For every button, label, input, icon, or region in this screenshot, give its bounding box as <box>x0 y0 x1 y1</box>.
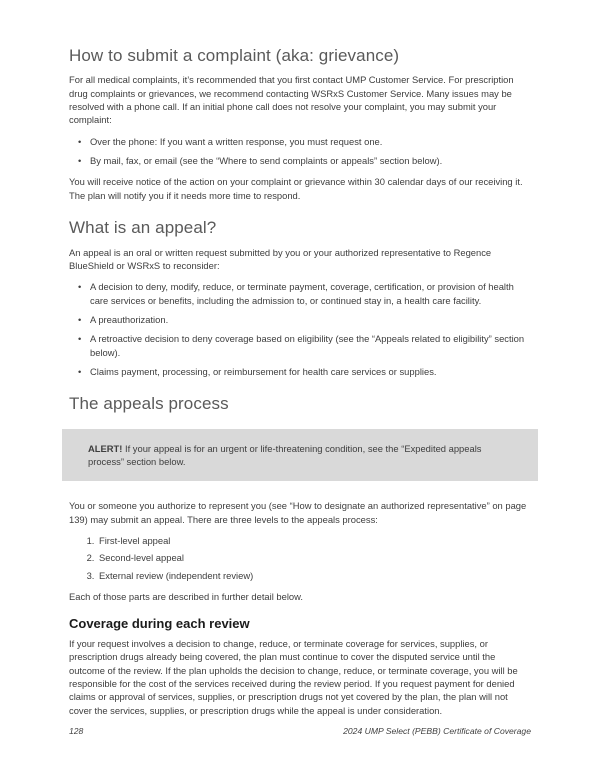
list-item: • Over the phone: If you want a written response, you must request one. <box>82 135 531 148</box>
page-content <box>69 46 531 725</box>
footer-page-number: 128 <box>69 726 84 736</box>
paragraph-process-intro: You or someone you authorize to represent you (see “How to designate an authorized representative” on page 139) may submit an appeal. There are three levels to the appeals process: <box>69 500 527 525</box>
paragraph-appeal-intro: An appeal is an oral or written request submitted by you or your authorized representative to Regence BlueShield or WSRxS to reconsider: <box>69 246 492 271</box>
bullet-list-appeal <box>69 280 531 378</box>
list-item: • By mail, fax, or email (see the “Where to send complaints or appeals” section below). <box>82 154 531 167</box>
alert-label: ALERT! <box>88 442 123 454</box>
heading-submit-complaint: How to submit a complaint (aka: grievance) <box>69 46 400 65</box>
paragraph-complaint-intro: For all medical complaints, it’s recommended that you first contact UMP Customer Service. For prescription drug complaints or grievances, we recommend contacting WSRxS Customer Service. Many issues may be resolved with a phone call. If an initial phone call does not resolve your complaint, you may submit your complaint: <box>69 74 514 126</box>
list-item: 2. Second-level appeal <box>97 551 531 564</box>
bullet-list-complaint <box>69 135 531 168</box>
heading-what-is-appeal: What is an appeal? <box>69 218 217 238</box>
alert-box <box>62 429 538 482</box>
list-item: 3. External review (independent review) <box>97 569 531 582</box>
heading-appeals-process: The appeals process <box>69 394 229 414</box>
numbered-list-process <box>69 534 531 582</box>
heading-coverage-during-review: Coverage during each review <box>69 616 250 632</box>
footer-doc-title: 2024 UMP Select (PEBB) Certificate of Coverage <box>343 726 531 736</box>
list-item: 1. First-level appeal <box>97 534 531 547</box>
list-item: • A decision to deny, modify, reduce, or terminate payment, coverage, certification, or provision of health care services or benefits, including the admission to, or continued stay in, a health care facility. <box>82 280 531 307</box>
list-item: • Claims payment, processing, or reimbursement for health care services or supplies. <box>82 365 531 378</box>
list-item: • A preauthorization. <box>82 313 531 326</box>
paragraph-process-outro: Each of those parts are described in further detail below. <box>69 591 303 603</box>
paragraph-coverage-body: If your request involves a decision to change, reduce, or terminate coverage for services, supplies, or prescription drugs already being covered, the plan must continue to cover the disputed service until the outcome of the review. If the plan upholds the decision to change, reduce, or terminate coverage, you will be responsible for the cost of the services received during the review period. If you request payment for denied claims or approval of services, supplies, or prescription drugs not yet covered by the plan, the plan will not cover the services, supplies, or prescription drugs while the appeal is under consideration. <box>69 638 518 716</box>
paragraph-complaint-notice: You will receive notice of the action on your complaint or grievance within 30 calendar days of our receiving it. The plan will notify you if it needs more time to respond. <box>69 176 523 201</box>
alert-message: If your appeal is for an urgent or life-threatening condition, see the “Expedited appeals process” section below. <box>88 442 482 468</box>
list-item: • A retroactive decision to deny coverage based on eligibility (see the “Appeals related to eligibility” section below). <box>82 332 531 359</box>
page-footer <box>69 726 531 736</box>
alert-text <box>88 442 512 469</box>
